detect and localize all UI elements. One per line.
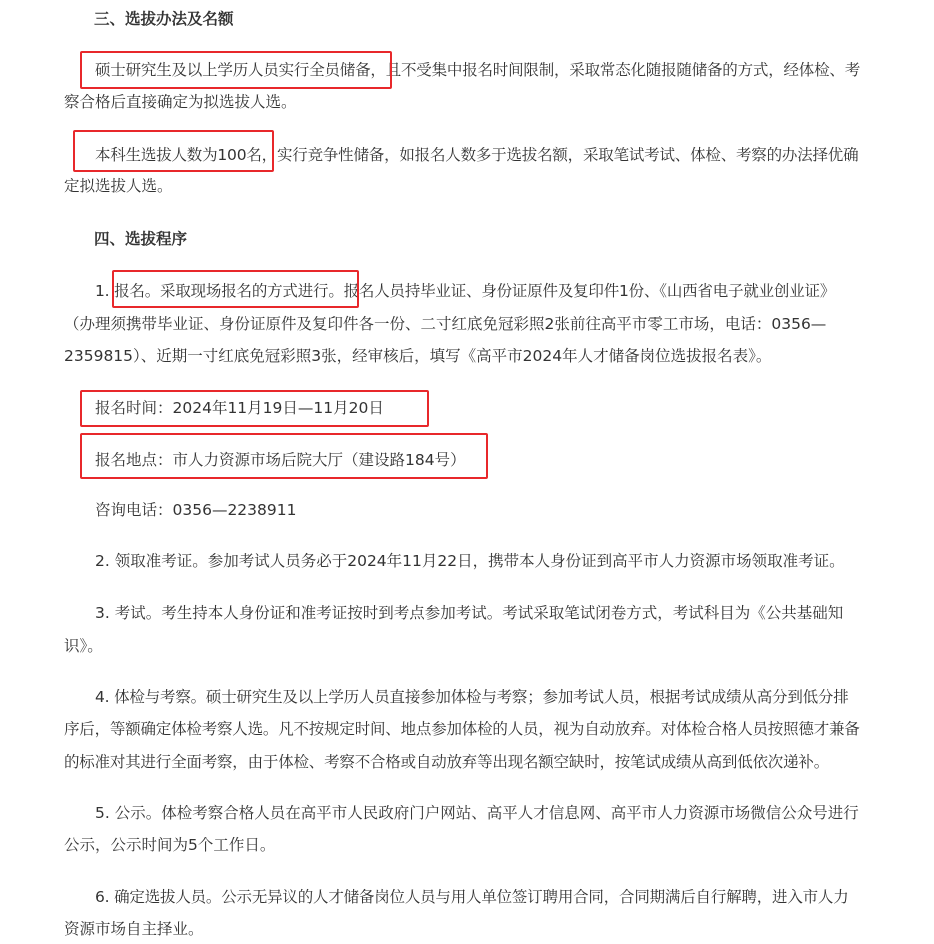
paragraph-line: 5. 公示。体检考察合格人员在高平市人民政府门户网站、高平人才信息网、高平市人力资源市场微信公众号进行: [95, 804, 859, 822]
paragraph-line: 公示，公示时间为5个工作日。: [64, 836, 276, 854]
paragraph-line: 2. 领取准考证。参加考试人员务必于2024年11月22日，携带本人身份证到高平市人力资源市场领取准考证。: [95, 552, 845, 570]
paragraph-line: 察合格后直接确定为拟选拔人选。: [64, 93, 297, 111]
paragraph-line: 2359815）、近期一寸红底免冠彩照3张，经审核后，填写《高平市2024年人才储备岗位选拔报名表》。: [64, 347, 772, 365]
paragraph-line: 序后，等额确定体检考察人选。凡不按规定时间、地点参加体检的人员，视为自动放弃。对体检合格人员按照德才兼备: [64, 720, 860, 738]
paragraph-line: 6. 确定选拔人员。公示无异议的人才储备岗位人员与用人单位签订聘用合同，合同期满后自行解聘，进入市人力: [95, 888, 849, 906]
paragraph-line: 硕士研究生及以上学历人员实行全员储备，且不受集中报名时间限制，采取常态化随报随储备的方式，经体检、考: [95, 61, 861, 79]
paragraph-line: 定拟选拔人选。: [64, 177, 173, 195]
signup-place: 报名地点：市人力资源市场后院大厅（建设路184号）: [95, 451, 466, 469]
section-heading-3: 三、选拔办法及名额: [94, 10, 234, 28]
paragraph-line: 3. 考试。考生持本人身份证和准考证按时到考点参加考试。考试采取笔试闭卷方式，考试科目为《公共基础知: [95, 604, 844, 622]
paragraph-line: 1. 报名。采取现场报名的方式进行。报名人员持毕业证、身份证原件及复印件1份、《山西省电子就业创业证》: [95, 282, 836, 300]
paragraph-line: （办理须携带毕业证、身份证原件及复印件各一份、二寸红底免冠彩照2张前往高平市零工市场，电话：0356—: [64, 315, 827, 333]
paragraph-line: 识》。: [64, 637, 103, 655]
section-heading-4: 四、选拔程序: [94, 230, 188, 248]
paragraph-line: 资源市场自主择业。: [64, 920, 204, 938]
consult-phone: 咨询电话：0356—2238911: [95, 501, 297, 519]
signup-time: 报名时间：2024年11月19日—11月20日: [95, 399, 384, 417]
paragraph-line: 本科生选拔人数为100名，实行竞争性储备，如报名人数多于选拔名额，采取笔试考试、体检、考察的办法择优确: [95, 146, 859, 164]
paragraph-line: 4. 体检与考察。硕士研究生及以上学历人员直接参加体检与考察；参加考试人员，根据考试成绩从高分到低分排: [95, 688, 849, 706]
paragraph-line: 的标准对其进行全面考察，由于体检、考察不合格或自动放弃等出现名额空缺时，按笔试成绩从高到低依次递补。: [64, 753, 830, 771]
